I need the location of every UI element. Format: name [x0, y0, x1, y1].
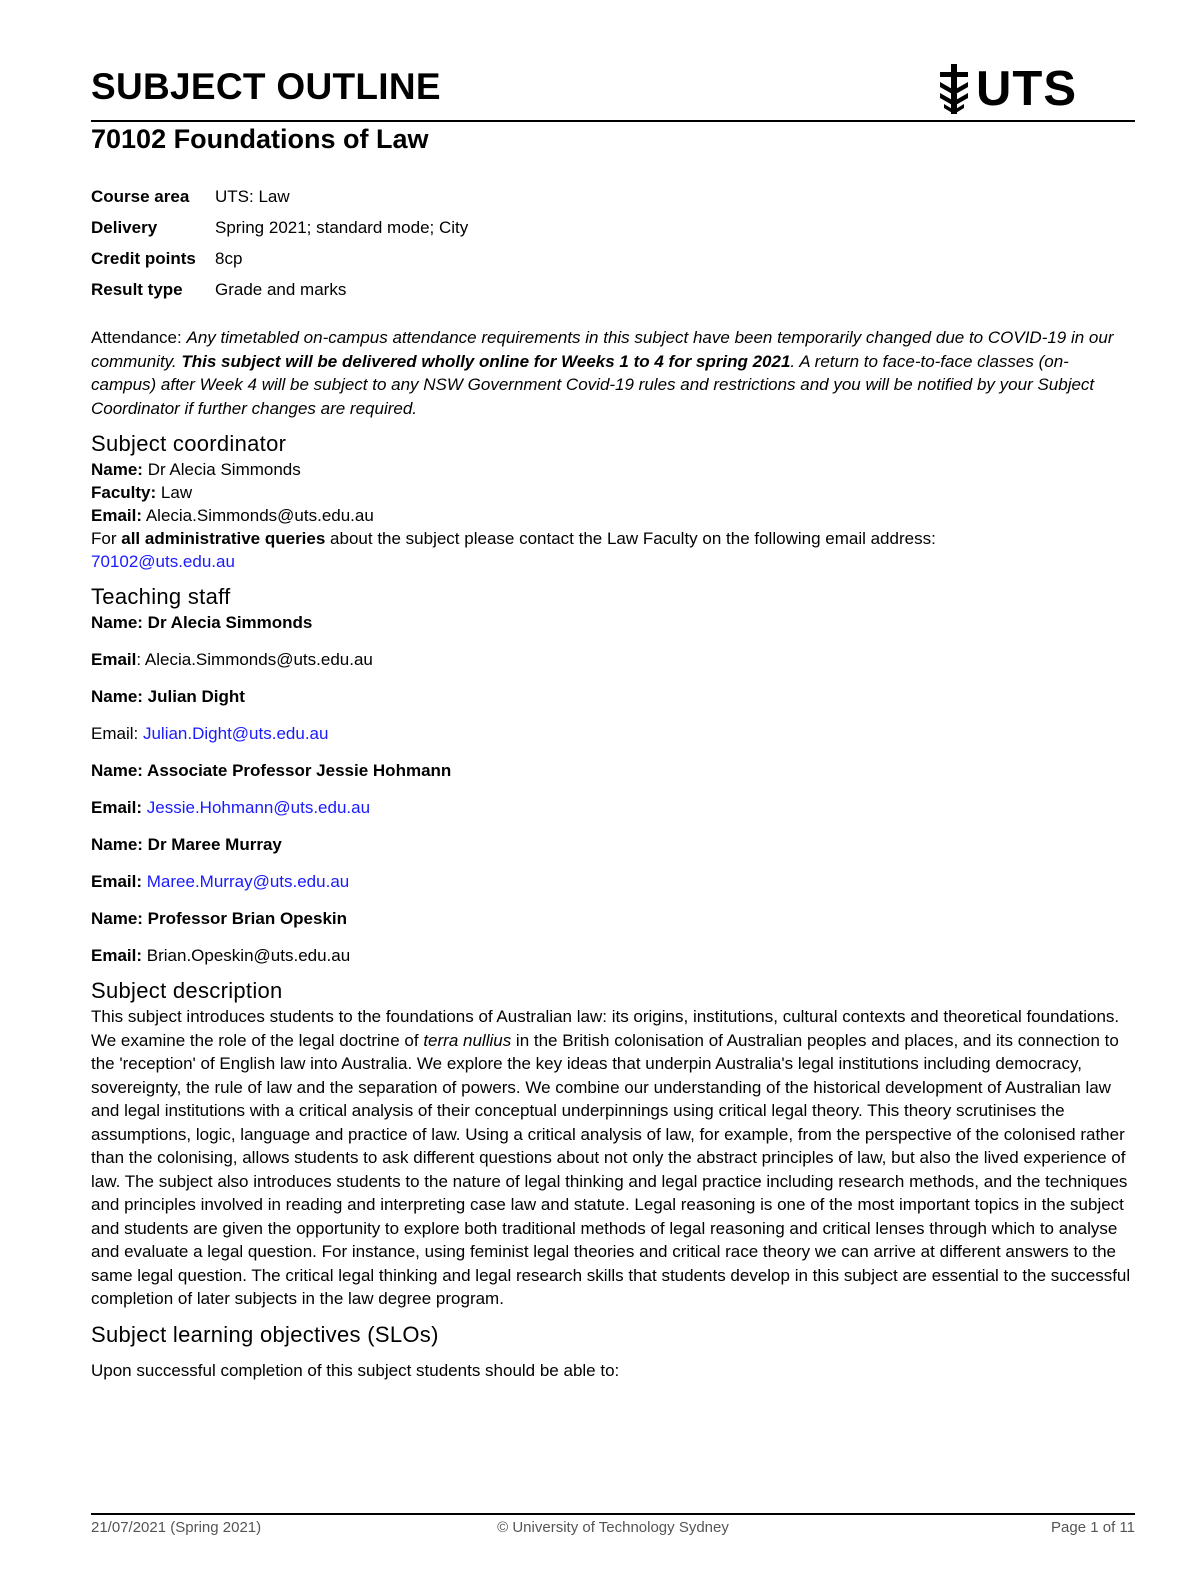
objectives-heading: Subject learning objectives (SLOs): [91, 1321, 439, 1347]
attendance-text: Any timetabled on-campus attendance requirements in this subject have been temporarily changed due to COVID-19 in our community.: [91, 328, 1114, 371]
meta-value: 8cp: [215, 249, 243, 268]
staff-name: Name: Julian Dight: [91, 687, 245, 706]
objectives-intro: Upon successful completion of this subject students should be able to:: [91, 1360, 620, 1380]
attendance-text-rest: . A return to face-to-face classes (on-campus) after Week 4 will be subject to any NSW Government Covid-19 rules and restrictions and you will be notified by your Subject Coordinator if further changes are required.: [91, 351, 1095, 418]
admin-contact: [91, 527, 1131, 550]
staff-entry: [91, 611, 1131, 671]
coordinator-heading: Subject coordinator: [91, 431, 287, 456]
coordinator-faculty-value: Law: [160, 483, 193, 502]
attendance-notice: [91, 326, 1131, 420]
staff-entry: [91, 907, 1131, 967]
description-text: [91, 1005, 1131, 1311]
meta-value: Spring 2021; standard mode; City: [215, 218, 469, 237]
coordinator-faculty: [91, 481, 1131, 504]
uts-crest-icon: [936, 64, 972, 114]
footer-copyright: © University of Technology Sydney: [497, 1519, 729, 1536]
meta-row: [91, 212, 468, 243]
description-italic: terra nullius: [423, 1030, 512, 1050]
coordinator-name: [91, 458, 1131, 481]
staff-email-sep: :: [136, 650, 142, 669]
meta-key: Credit points: [91, 249, 196, 268]
staff-email-link[interactable]: Jessie.Hohmann@uts.edu.au: [146, 798, 371, 817]
teaching-heading: Teaching staff: [91, 584, 231, 609]
document-title: SUBJECT OUTLINE: [91, 66, 441, 107]
staff-email: [91, 796, 1131, 819]
footer-date: 21/07/2021 (Spring 2021): [91, 1519, 262, 1536]
staff-email-value: Brian.Opeskin@uts.edu.au: [146, 946, 351, 965]
meta-key: Course area: [91, 187, 190, 206]
staff-email: [91, 944, 1131, 967]
header: [91, 62, 1135, 116]
staff-email-label: Email:: [91, 872, 143, 891]
attendance-bold: This subject will be delivered wholly online for Weeks 1 to 4 for spring 2021: [181, 351, 791, 371]
meta-key: Result type: [91, 280, 183, 299]
staff-email-label: Email: [91, 650, 137, 669]
coordinator-email: [91, 504, 1131, 527]
admin-post: about the subject please contact the Law Faculty on the following email address:: [325, 529, 936, 548]
uts-logo: [936, 64, 1077, 114]
subject-title: 70102 Foundations of Law: [91, 124, 429, 154]
meta-row: [91, 243, 468, 274]
coordinator-name-label: Name:: [91, 460, 143, 479]
staff-email-label: Email:: [91, 798, 143, 817]
staff-name: Name: Dr Alecia Simmonds: [91, 613, 313, 632]
document-content: [91, 326, 1131, 1382]
staff-email-link[interactable]: Maree.Murray@uts.edu.au: [146, 872, 350, 891]
staff-email-label: Email:: [91, 946, 143, 965]
subject-meta-table: [91, 181, 468, 305]
staff-email: [91, 722, 1131, 745]
meta-row: [91, 274, 468, 305]
coordinator-name-value: Dr Alecia Simmonds: [147, 460, 301, 479]
staff-entry: [91, 833, 1131, 893]
attendance-label: Attendance:: [91, 328, 182, 347]
staff-name: Name: Dr Maree Murray: [91, 835, 282, 854]
meta-value: Grade and marks: [215, 280, 347, 299]
coordinator-faculty-label: Faculty:: [91, 483, 157, 502]
admin-bold: all administrative queries: [121, 529, 326, 548]
footer-page-number: Page 1 of 11: [1051, 1519, 1135, 1536]
description-part1: This subject introduces students to the foundations of Australian law: its origins, institutions, cultural contexts and theoretical foundations. We examine the role of the legal doctrine of: [91, 1007, 1120, 1050]
coordinator-email-value: Alecia.Simmonds@uts.edu.au: [145, 506, 374, 525]
admin-email-link[interactable]: 70102@uts.edu.au: [91, 552, 235, 571]
meta-key: Delivery: [91, 218, 158, 237]
description-heading: Subject description: [91, 978, 283, 1003]
staff-email-label: Email:: [91, 724, 139, 743]
staff-email-value: Alecia.Simmonds@uts.edu.au: [144, 650, 373, 669]
admin-email: [91, 550, 1131, 573]
staff-name: Name: Professor Brian Opeskin: [91, 909, 348, 928]
meta-row: [91, 181, 468, 212]
staff-email: [91, 648, 1131, 671]
logo-text: UTS: [976, 62, 1077, 116]
staff-email-link[interactable]: Julian.Dight@uts.edu.au: [142, 724, 329, 743]
description-part2: in the British colonisation of Australian peoples and places, and its connection to the 'reception' of English law into Australia. We explore the key ideas that underpin Australia's legal institutions including democracy, sovereignty, the rule of law and the separation of powers. We combine our understanding of the historical development of Australian law and legal institutions with a critical analysis of their conceptual underpinnings using critical legal theory. This theory scrutinises the assumptions, logic, language and practice of law. Using a critical analysis of law, for example, from the perspective of the colonised rather than the colonising, allows students to ask different questions about not only the abstract principles of law, but also the lived experience of law. The subject also introduces students to the nature of legal thinking and legal practice including research methods, and the techniques and principles involved in reading and interpreting case law and statute. Legal reasoning is one of the most important topics in the subject and students are given the opportunity to explore both traditional methods of legal reasoning and critical lenses through which to analyse and evaluate a legal question. For instance, using feminist legal theories and critical race theory we can arrive at different answers to the same legal question. The critical legal thinking and legal research skills that students develop in this subject are essential to the successful completion of later subjects in the law degree program.: [91, 1030, 1131, 1308]
admin-pre: For: [91, 529, 122, 548]
staff-entry: [91, 685, 1131, 745]
staff-entry: [91, 759, 1131, 819]
meta-value: UTS: Law: [215, 187, 290, 206]
staff-name: Name: Associate Professor Jessie Hohmann: [91, 761, 452, 780]
staff-email: [91, 870, 1131, 893]
coordinator-email-label: Email:: [91, 506, 143, 525]
footer-divider: [91, 1513, 1135, 1515]
